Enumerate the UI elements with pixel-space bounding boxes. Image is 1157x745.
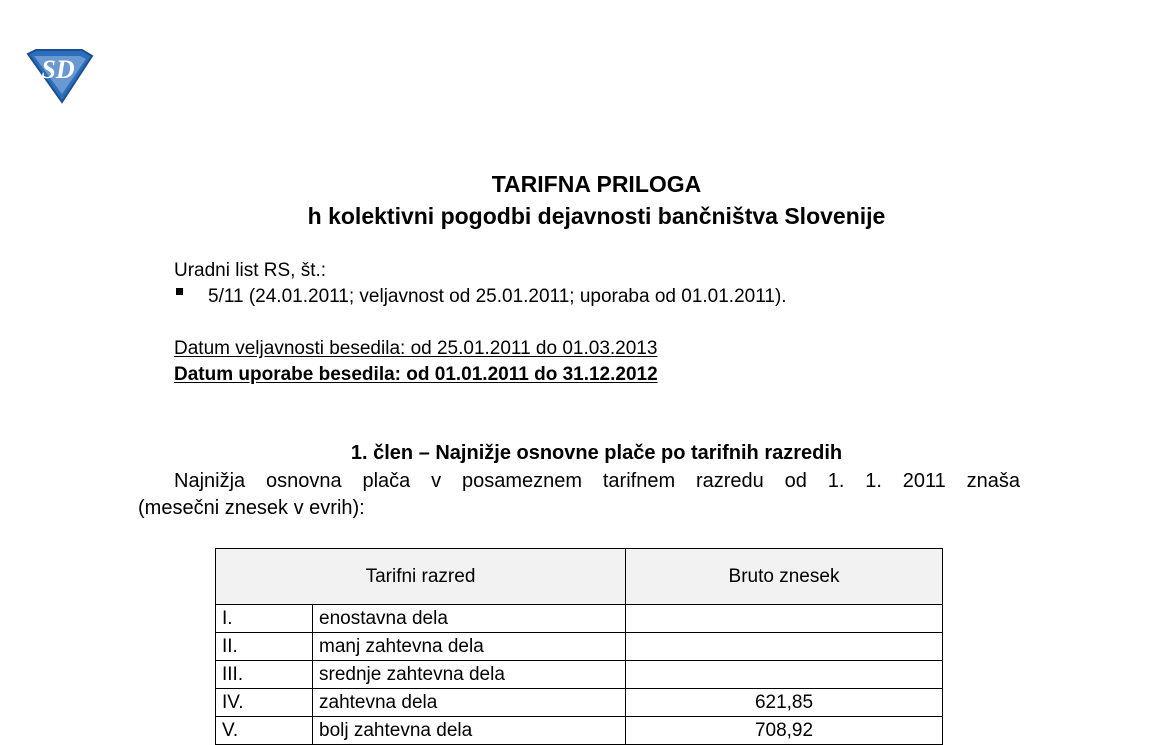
tariff-number: V. [216,717,313,745]
table-header-row [216,549,943,605]
tariff-description: bolj zahtevna dela [313,717,626,745]
usage-date: Datum uporabe besedila: od 01.01.2011 do 31.12.2012 [174,364,658,385]
tariff-description: srednje zahtevna dela [313,661,626,689]
source-label: Uradni list RS, št.: [174,260,327,281]
tariff-description: manj zahtevna dela [313,633,626,661]
header-tariff-class: Tarifni razred [216,549,626,605]
source-item: 5/11 (24.01.2011; veljavnost od 25.01.2011; uporaba od 01.01.2011). [208,286,787,307]
validity-date: Datum veljavnosti besedila: od 25.01.2011 do 01.03.2013 [174,338,658,359]
table-row [216,605,943,633]
shield-logo-icon [22,48,96,104]
document-subtitle: h kolektivni pogodbi dejavnosti bančništva Slovenije [307,203,886,229]
logo [22,48,96,104]
bullet-icon [176,288,183,295]
tariff-number: IV. [216,689,313,717]
tariff-number: II. [216,633,313,661]
logo-text: SD [41,55,75,84]
document-title: TARIFNA PRILOGA [491,171,702,197]
salary-table [215,548,943,745]
gross-amount [626,605,943,633]
tariff-description: zahtevna dela [313,689,626,717]
article-paragraph-line2: (mesečni znesek v evrih): [138,497,365,519]
article-paragraph-line1: Najnižja osnovna plača v posameznem tarifnem razredu od 1. 1. 2011 znaša [174,470,1020,492]
tariff-description: enostavna dela [313,605,626,633]
gross-amount: 621,85 [626,689,943,717]
table-row [216,717,943,745]
gross-amount [626,661,943,689]
table-row [216,689,943,717]
header-gross-amount: Bruto znesek [626,549,943,605]
tariff-number: I. [216,605,313,633]
article-heading: 1. člen – Najnižje osnovne plače po tarifnih razredih [350,442,843,464]
table-row [216,661,943,689]
gross-amount [626,633,943,661]
table-row [216,633,943,661]
tariff-number: III. [216,661,313,689]
gross-amount: 708,92 [626,717,943,745]
